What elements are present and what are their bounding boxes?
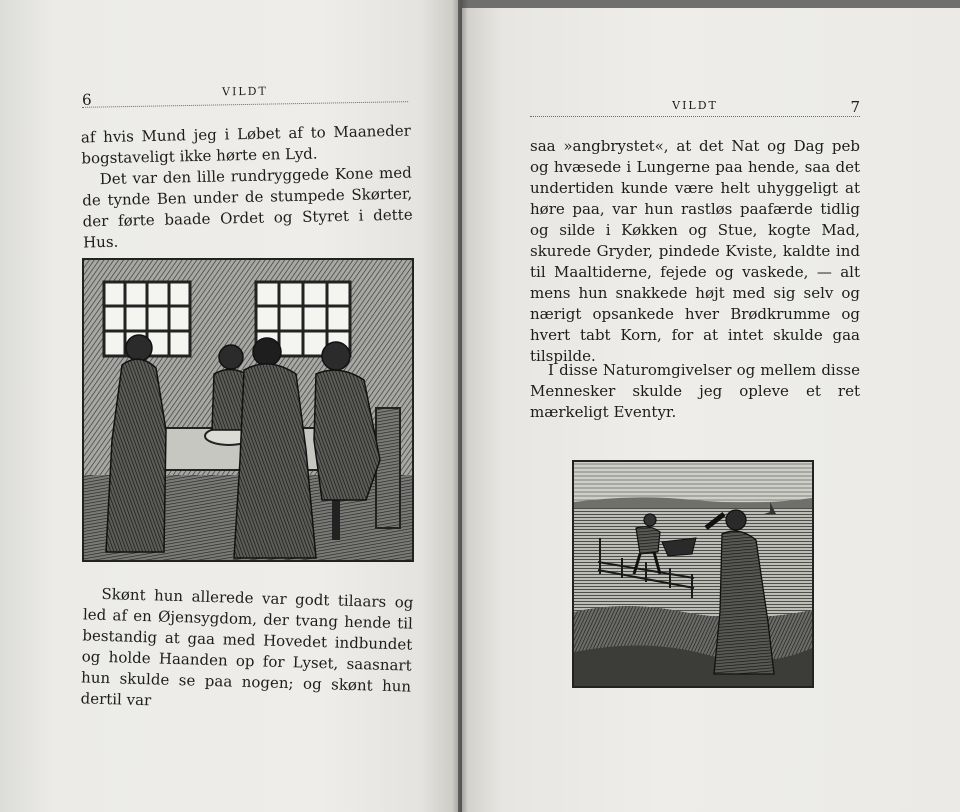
left-page-number: 6 [81, 90, 92, 109]
right-text-2 [530, 360, 860, 423]
right-text-1 [530, 136, 860, 367]
right-paragraph-1: saa »angbrystet«, at det Nat og Dag peb og hvæsede i Lungerne paa hende, saa det undertiden kunde være helt uhyggeligt at høre paa, var hun rastløs paafærde tidlig og silde i Køkken og Stue, kogte Mad, skurede Gryder, pindede Kviste, kaldte ind til Maaltiderne, fejede og vaskede, — alt mens hun snakkede højt med sig selv og nærigt opsankede hver Brødkrumme og hvert tabt Korn, for at intet skulde gaa tilspilde. [530, 137, 860, 365]
left-page [0, 0, 458, 812]
left-bottom-text [80, 583, 413, 718]
left-paragraph-1: af hvis Mund jeg i Løbet af to Maaneder bogstaveligt ikke hørte en Lyd. [80, 121, 412, 168]
kitchen-scene-drawing [84, 260, 412, 560]
left-running-head: VILDT [221, 84, 268, 99]
shore-illustration [572, 460, 814, 688]
book-gutter [452, 0, 468, 812]
left-page-header [82, 81, 408, 108]
right-page [462, 8, 960, 812]
right-running-head: VILDT [672, 99, 718, 112]
left-paragraph-3: Skønt hun allerede var godt tilaars og led af en Øjensygdom, der tvang hende til bestandig at gaa med Hovedet indbundet og holde Haanden op for Lyset, saasnart hun skulde se paa nogen; og skønt hun dertil var [80, 584, 414, 710]
kitchen-illustration [82, 258, 414, 562]
right-paragraph-2: I disse Naturomgivelser og mellem disse Mennesker skulde jeg opleve et ret mærkeligt Eventyr. [530, 361, 860, 421]
shore-scene-drawing [574, 462, 812, 686]
right-page-number: 7 [850, 98, 860, 116]
right-page-header [530, 96, 860, 117]
left-top-text [81, 121, 414, 254]
left-paragraph-2: Det var den lille rundryggede Kone med de tynde Ben under de stumpede Skørter, der førte baade Ordet og Styret i dette Hus. [82, 163, 413, 252]
